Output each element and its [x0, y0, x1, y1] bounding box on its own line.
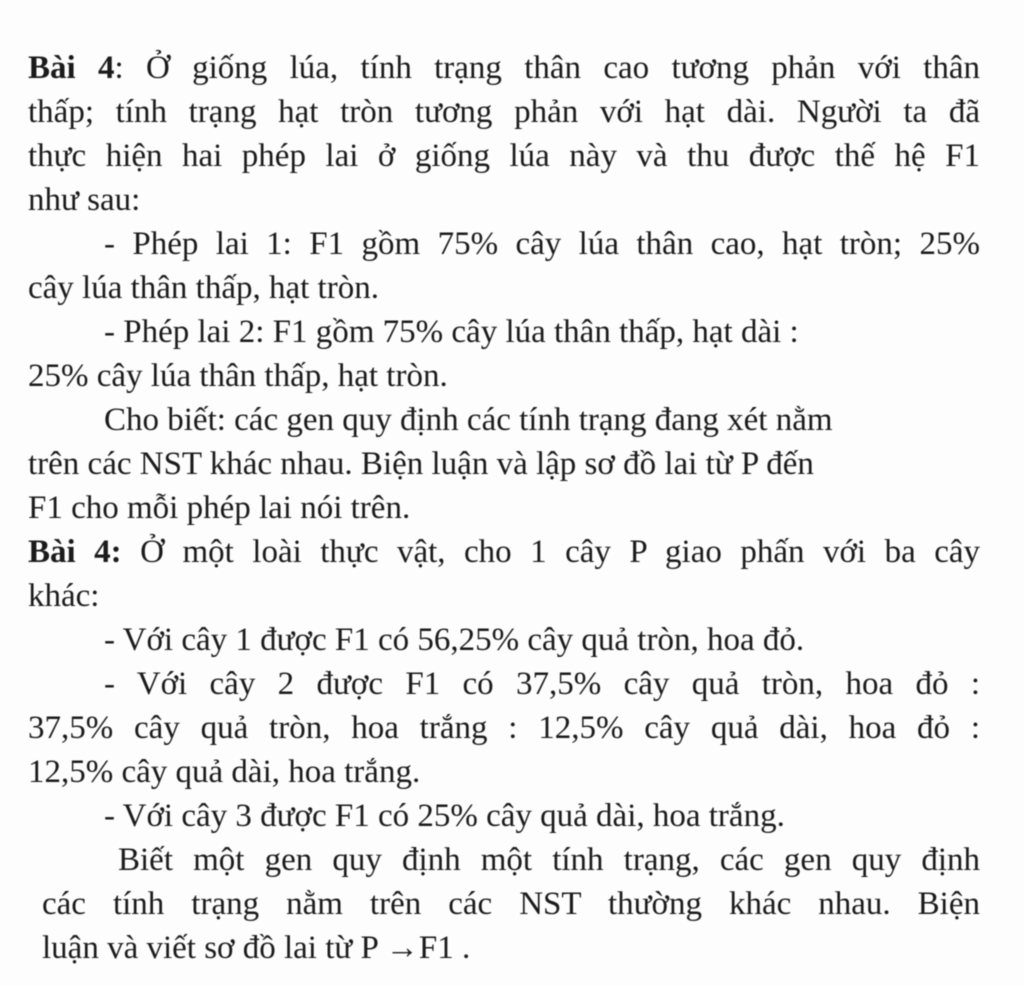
problem2-line-9: các tính trạng nằm trên các NST thường khác nhau. Biện: [42, 886, 980, 922]
problem2-plant-1: - Với cây 1 được F1 có 56,25% cây quả tròn, hoa đỏ.: [104, 622, 805, 658]
problem2-plant-2: - Với cây 2 được F1 có 37,5% cây quả tròn, hoa đỏ :: [104, 666, 980, 702]
problem2-given: Biết một gen quy định một tính trạng, các gen quy định: [118, 842, 980, 878]
problem1-line-3: thực hiện hai phép lai ở giống lúa này và thu được thế hệ F1: [28, 138, 980, 174]
problem1-given: Cho biết: các gen quy định các tính trạng đang xét nằm: [104, 402, 833, 438]
problem1-line-1: [28, 48, 980, 88]
problem1-cross-2: - Phép lai 2: F1 gồm 75% cây lúa thân thấp, hạt dài :: [104, 314, 799, 350]
problem2-plant-3: - Với cây 3 được F1 có 25% cây quả dài, hoa trắng.: [104, 798, 785, 834]
problem2-line-1: [28, 532, 980, 572]
problem1-line-4: như sau:: [28, 182, 141, 218]
problem1-heading: Bài 4: [28, 50, 115, 86]
problem1-line-11: F1 cho mỗi phép lai nói trên.: [28, 490, 411, 526]
problem2-heading: Bài 4:: [28, 534, 122, 570]
problem2-line-1-text: Ở một loài thực vật, cho 1 cây P giao phấn với ba cây: [121, 534, 980, 570]
problem1-line-10: trên các NST khác nhau. Biện luận và lập sơ đồ lai từ P đến: [28, 446, 814, 482]
problem1-line-6: cây lúa thân thấp, hạt tròn.: [28, 270, 379, 306]
problem2-line-5: 37,5% cây quả tròn, hoa trắng : 12,5% cây quả dài, hoa đỏ :: [28, 710, 980, 746]
problem1-cross-1: - Phép lai 1: F1 gồm 75% cây lúa thân cao, hạt tròn; 25%: [104, 226, 980, 262]
problem1-line-1-text: : Ở giống lúa, tính trạng thân cao tương phản với thân: [114, 50, 980, 86]
problem1-line-8: 25% cây lúa thân thấp, hạt tròn.: [28, 358, 448, 394]
problem1-line-2: thấp; tính trạng hạt tròn tương phản với hạt dài. Người ta đã: [28, 94, 980, 130]
problem2-line-10: luận và viết sơ đồ lai từ P →F1 .: [42, 930, 471, 966]
problem2-line-2: khác:: [28, 578, 100, 614]
problem2-line-6: 12,5% cây quả dài, hoa trắng.: [28, 754, 421, 790]
